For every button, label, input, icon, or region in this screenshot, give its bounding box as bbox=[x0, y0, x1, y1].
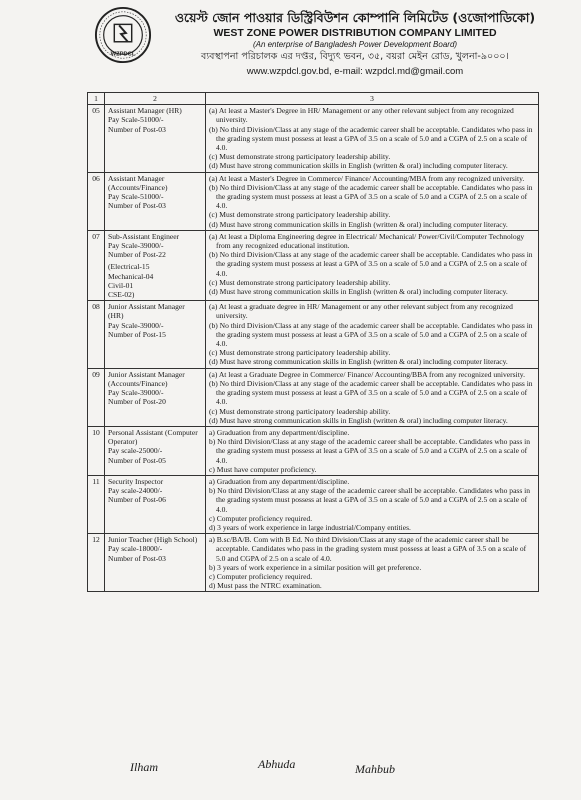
post-breakdown: (Electrical-15 bbox=[108, 262, 150, 272]
requirement-item: (a) At least a Diploma Engineering degree in Electrical/ Mechanical/ Power/Civil/Computer Technology from any recognized educational institution. bbox=[209, 231, 525, 251]
requirement-item: c) Must have computer proficiency. bbox=[209, 464, 317, 474]
requirement-item: d) Must pass the NTRC examination. bbox=[209, 581, 322, 591]
row-number: 12 bbox=[88, 534, 105, 592]
table-row bbox=[88, 426, 539, 475]
row-number: 08 bbox=[88, 301, 105, 368]
requirement-item: a) B.sc/BA/B. Com with B Ed. No third Division/Class at any stage of the academic career shall be acceptable. Candidates who pass in the grading system must possess at least a GPA of 3.5 on a scale of 5.0 and CGPA of 2.5 on a scale of 4.0. bbox=[209, 535, 527, 563]
requirement-item: (a) At least a Master's Degree in Commerce/ Finance/ Accounting/MBA from any recognized university. bbox=[209, 173, 525, 183]
requirement-item: (a) At least a graduate degree in HR/ Management or any other relevant subject from any recognized university. bbox=[209, 302, 513, 321]
post-detail: Number of Post-03 bbox=[108, 553, 166, 563]
requirement-item: b) No third Division/Class at any stage of the academic career shall be acceptable. Candidates who pass in the grading system must possess at least a GPA of 3.5 on a scale of 5.0 and a CGPA of 2.5 on a scale of 4.0. bbox=[209, 437, 531, 465]
requirements-cell bbox=[206, 368, 539, 426]
post-detail: Pay scale-25000/- bbox=[108, 446, 163, 456]
requirement-item: b) No third Division/Class at any stage of the academic career shall be acceptable. Candidates who pass in the grading system must possess at least a GPA of 3.5 on a scale of 5.0 and a CGPA of 2.5 on a scale of 4.0. bbox=[209, 486, 531, 514]
requirement-item: c) Computer proficiency required. bbox=[209, 513, 313, 523]
row-number: 10 bbox=[88, 426, 105, 475]
post-cell bbox=[105, 368, 206, 426]
post-detail: Number of Post-03 bbox=[108, 124, 166, 134]
company-name-bangla: ওয়েস্ট জোন পাওয়ার ডিস্ট্রিবিউশন কোম্পানি লিমিটেড (ওজোপাডিকো) bbox=[174, 10, 536, 25]
post-detail: Junior Assistant Manager (HR) bbox=[108, 302, 185, 321]
requirement-item: a) Graduation from any department/discipline. bbox=[209, 427, 350, 437]
post-cell bbox=[105, 230, 206, 300]
requirement-item: (a) At least a Master's Degree in HR/ Management or any other relevant subject from any recognized university. bbox=[209, 106, 514, 125]
requirement-item: (c) Must demonstrate strong participatory leadership ability. bbox=[209, 210, 391, 220]
post-detail: Assistant Manager (Accounts/Finance) bbox=[108, 173, 168, 192]
table-row bbox=[88, 172, 539, 230]
post-detail: Personal Assistant (Computer Operator) bbox=[108, 427, 198, 447]
post-detail: Pay Scale-51000/- bbox=[108, 192, 164, 202]
signature-2: Abhuda bbox=[258, 757, 296, 771]
requirement-item: a) Graduation from any department/discipline. bbox=[209, 476, 350, 486]
post-cell bbox=[105, 534, 206, 592]
requirement-item: (a) At least a Graduate Degree in Commerce/ Finance/ Accounting/BBA from any recognized university. bbox=[209, 369, 525, 379]
row-number: 06 bbox=[88, 172, 105, 230]
svg-text:WZPDCL: WZPDCL bbox=[110, 51, 136, 58]
requirement-item: d) 3 years of work experience in large industrial/Company entities. bbox=[209, 522, 411, 532]
column-header-1: 1 bbox=[88, 93, 105, 105]
requirements-cell bbox=[206, 301, 539, 368]
table-row bbox=[88, 475, 539, 533]
letterhead bbox=[0, 0, 581, 86]
post-detail: Sub-Assistant Engineer bbox=[108, 231, 180, 241]
job-requirements-table bbox=[87, 92, 539, 592]
requirement-item: (b) No third Division/Class at any stage of the academic career shall be acceptable. Candidates who pass in the grading system must possess at least a GPA of 3.5 on a scale of 5.0 and a CGPA of 2.5 on a scale of 4.0. bbox=[209, 250, 533, 278]
table-row bbox=[88, 534, 539, 592]
row-number: 09 bbox=[88, 368, 105, 426]
post-cell bbox=[105, 426, 206, 475]
contact-web-email: www.wzpdcl.gov.bd, e-mail: wzpdcl.md@gmail.com bbox=[246, 66, 464, 77]
post-detail: Junior Teacher (High School) bbox=[108, 535, 198, 545]
requirement-item: (b) No third Division/Class at any stage of the academic career shall be acceptable. Candidates who pass in the grading system must possess at least a GPA of 3.5 on a scale of 5.0 and a CGPA of 2.5 on a scale of 4.0. bbox=[209, 320, 533, 349]
table-row bbox=[88, 105, 539, 172]
requirement-item: (b) No third Division/Class at any stage of the academic career shall be acceptable. Candidates who pass in the grading system must possess at least a GPA of 3.5 on a scale of 5.0 and a CGPA of 2.5 on a scale of 4.0. bbox=[209, 378, 533, 407]
requirement-item: (c) Must demonstrate strong participatory leadership ability. bbox=[209, 277, 391, 287]
requirement-item: (d) Must have strong communication skills in English (written & oral) including computer literacy. bbox=[209, 357, 508, 367]
column-header-2: 2 bbox=[105, 93, 206, 105]
requirement-item: (d) Must have strong communication skills in English (written & oral) including computer literacy. bbox=[209, 219, 508, 229]
requirements-cell bbox=[206, 534, 539, 592]
post-detail: Pay Scale-51000/- bbox=[108, 115, 164, 125]
requirement-item: (d) Must have strong communication skills in English (written & oral) including computer literacy. bbox=[209, 161, 508, 171]
company-logo bbox=[94, 6, 152, 64]
table-header-row bbox=[88, 93, 539, 105]
requirement-item: (b) No third Division/Class at any stage of the academic career shall be acceptable. Candidates who pass in the grading system must possess at least a GPA of 3.5 on a scale of 5.0 and a CGPA of 2.5 on a scale of 4.0. bbox=[209, 182, 533, 211]
table-row bbox=[88, 230, 539, 300]
post-breakdown: Civil-01 bbox=[108, 280, 134, 290]
requirement-item: c) Computer proficiency required. bbox=[209, 571, 313, 581]
post-detail: Pay Scale-39000/- bbox=[108, 320, 164, 330]
post-cell bbox=[105, 301, 206, 368]
post-detail: Pay scale-24000/- bbox=[108, 486, 163, 496]
table-body bbox=[88, 105, 539, 592]
table-row bbox=[88, 301, 539, 368]
post-detail: Pay Scale-39000/- bbox=[108, 241, 164, 251]
requirement-item: (c) Must demonstrate strong participatory leadership ability. bbox=[209, 406, 391, 416]
row-number: 05 bbox=[88, 105, 105, 172]
company-subtitle: (An enterprise of Bangladesh Power Development Board) bbox=[252, 40, 458, 49]
post-detail: Pay scale-18000/- bbox=[108, 544, 163, 554]
column-header-3: 3 bbox=[206, 93, 539, 105]
post-cell bbox=[105, 172, 206, 230]
post-detail: Number of Post-05 bbox=[108, 455, 166, 465]
requirement-item: (b) No third Division/Class at any stage of the academic career shall be acceptable. Candidates who pass in the grading system must possess at least a GPA of 3.5 on a scale of 5.0 and a CGPA of 2.5 on a scale of 4.0. bbox=[209, 124, 533, 153]
requirements-cell bbox=[206, 105, 539, 172]
post-cell bbox=[105, 475, 206, 533]
requirements-cell bbox=[206, 475, 539, 533]
requirements-cell bbox=[206, 172, 539, 230]
requirements-cell bbox=[206, 230, 539, 300]
company-name-english: WEST ZONE POWER DISTRIBUTION COMPANY LIMITED bbox=[213, 27, 497, 39]
post-breakdown: Mechanical-04 bbox=[108, 271, 154, 281]
post-cell bbox=[105, 105, 206, 172]
post-detail: Pay Scale-39000/- bbox=[108, 388, 164, 398]
post-detail: Assistant Manager (HR) bbox=[108, 106, 182, 116]
requirement-item: (c) Must demonstrate strong participatory leadership ability. bbox=[209, 152, 391, 162]
post-detail: Number of Post-22 bbox=[108, 250, 166, 260]
post-detail: Security Inspector bbox=[108, 476, 164, 486]
office-address: ব্যবস্থাপনা পরিচালক এর দপ্তর, বিদ্যুৎ ভবন, ৩৫, বয়রা মেইন রোড, খুলনা-৯০০০। bbox=[201, 51, 509, 62]
post-detail: Number of Post-06 bbox=[108, 495, 166, 505]
table-row bbox=[88, 368, 539, 426]
requirement-item: (d) Must have strong communication skills in English (written & oral) including computer literacy. bbox=[209, 287, 508, 297]
post-detail: Number of Post-15 bbox=[108, 329, 166, 339]
requirement-item: b) 3 years of work experience in a similar position will get preference. bbox=[209, 562, 422, 572]
post-detail: Number of Post-20 bbox=[108, 397, 166, 407]
post-breakdown: CSE-02) bbox=[108, 290, 135, 300]
post-detail: Junior Assistant Manager (Accounts/Finance) bbox=[108, 369, 185, 388]
row-number: 07 bbox=[88, 230, 105, 300]
requirements-cell bbox=[206, 426, 539, 475]
signature-1: Ilham bbox=[130, 760, 158, 774]
row-number: 11 bbox=[88, 475, 105, 533]
requirement-item: (c) Must demonstrate strong participatory leadership ability. bbox=[209, 348, 391, 358]
post-detail: Number of Post-03 bbox=[108, 201, 166, 211]
requirement-item: (d) Must have strong communication skills in English (written & oral) including computer literacy. bbox=[209, 415, 508, 425]
signature-3: Mahbub bbox=[355, 762, 395, 776]
